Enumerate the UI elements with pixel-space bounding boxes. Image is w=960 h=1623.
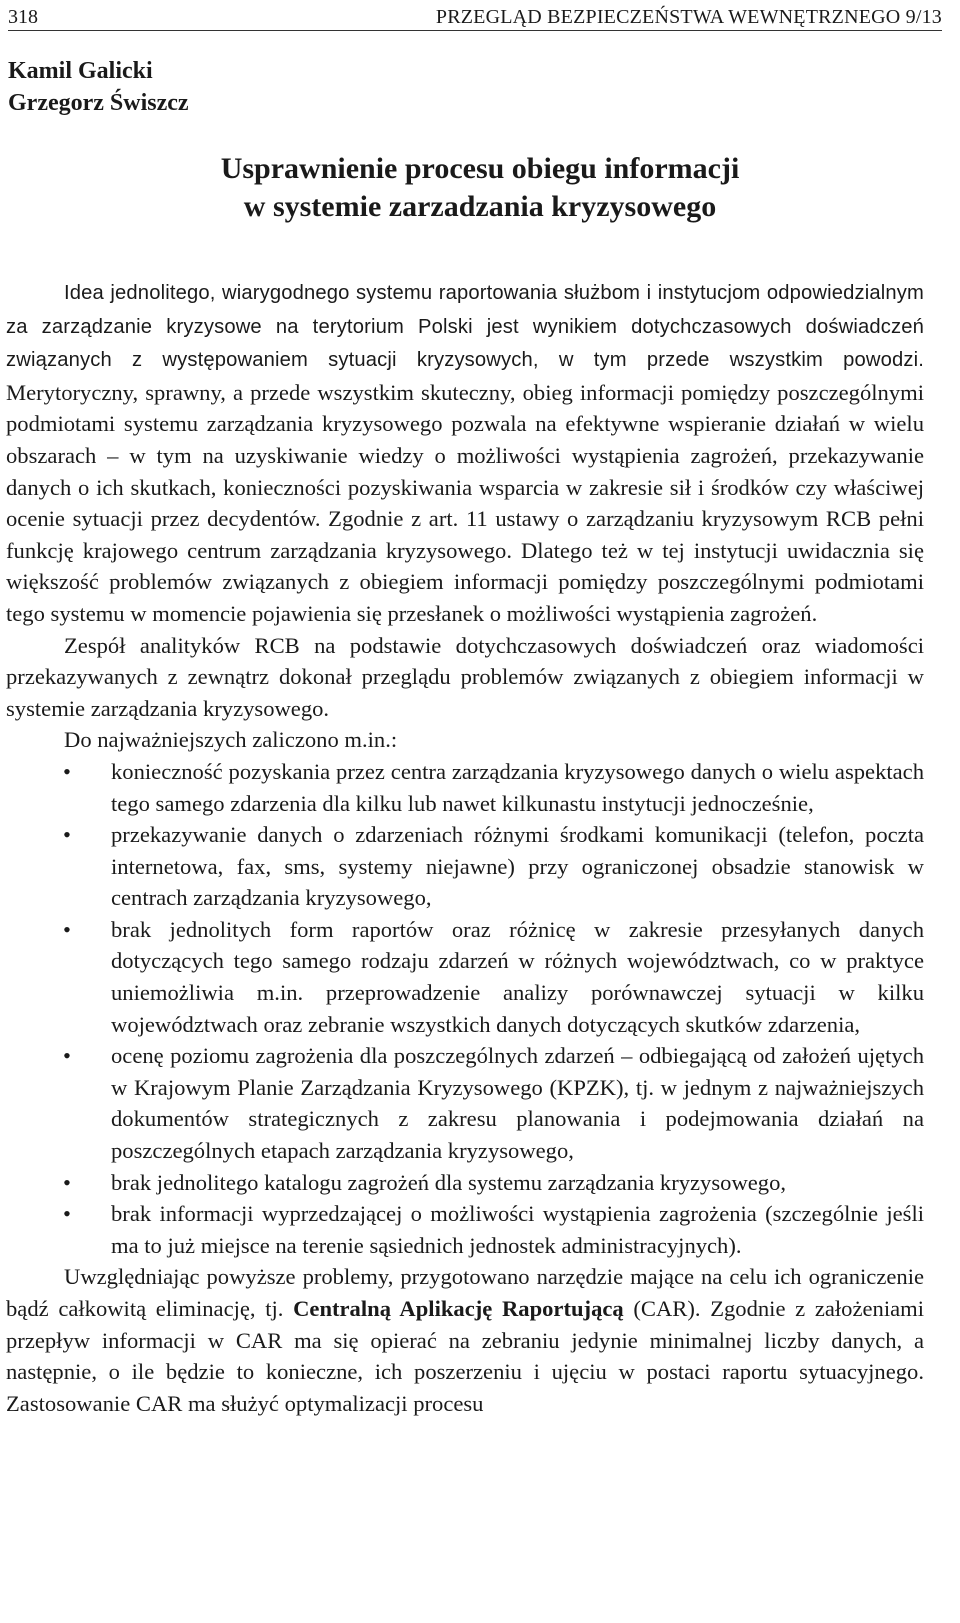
bullet-icon: •: [63, 1201, 71, 1227]
body-paragraph: Zespół analityków RCB na podstawie dotychczasowych doświadczeń oraz wiadomości przekazywanych z zewnątrz dokonał przeglądu problemów związanych z obiegiem informacji w systemie zarządzania kryzysowego.: [6, 632, 924, 721]
bullet-icon: •: [63, 822, 71, 848]
journal-title: PRZEGLĄD BEZPIECZEŃSTWA WEWNĘTRZNEGO 9/13: [435, 6, 942, 28]
list-item: [6, 1040, 924, 1166]
list-item-text: przekazywanie danych o zdarzeniach różnymi środkami komunikacji (telefon, poczta internetowa, fax, sms, systemy niejawne) przy ograniczonej obsadzie stanowisk w centrach zarządzania kryzysowego,: [111, 822, 924, 911]
problem-list: [6, 756, 924, 1262]
author-name: Kamil Galicki: [8, 58, 153, 84]
article-title-line: Usprawnienie procesu obiegu informacji: [220, 152, 740, 185]
list-item-text: ocenę poziomu zagrożenia dla poszczególnych zdarzeń – odbiegającą od założeń ujętych w Krajowym Planie Zarządzania Kryzysowego (KPZK), tj. w jednym z najważniejszych dokumentów strategicznych z zakresu planowania i podejmowania działań na poszczególnych etapach zarządzania kryzysowego,: [111, 1043, 924, 1164]
list-item: [6, 756, 924, 819]
body-paragraph: [6, 1261, 924, 1419]
list-item: [6, 914, 924, 1040]
bullet-icon: •: [63, 916, 71, 942]
bullet-icon: •: [63, 1043, 71, 1069]
body-paragraph: Do najważniejszych zaliczono m.in.:: [64, 727, 398, 753]
running-header: [8, 4, 942, 31]
page-number: 318: [8, 6, 38, 28]
paragraph-text: Uwzględniając powyższe problemy, przygotowano narzędzie mające na celu ich ograniczenie bądź całkowitą eliminację, tj.: [6, 1264, 924, 1321]
list-item-text: brak jednolitego katalogu zagrożeń dla systemu zarządzania kryzysowego,: [111, 1169, 787, 1195]
bullet-icon: •: [63, 758, 71, 784]
paragraph-text-sans: Idea jednolitego, wiarygodnego systemu raportowania służbom i instytucjom odpowiedzialnym za zarządzanie kryzysowe na terytorium Polski jest wynikiem dotychczasowych doświadczeń związanych z występowaniem sytuacji kryzysowych, w tym przede wszystkim powodzi.: [6, 282, 924, 372]
list-item-text: konieczność pozyskania przez centra zarządzania kryzysowego danych o wielu aspektach tego samego zdarzenia dla kilku lub nawet kilkunastu instytucji jednocześnie,: [111, 758, 924, 816]
article-title-line: w systemie zarzadzania kryzysowego: [243, 190, 717, 223]
body-paragraph: [6, 276, 924, 630]
list-item: [6, 1198, 924, 1261]
bullet-icon: •: [63, 1169, 71, 1195]
list-item-text: brak jednolitych form raportów oraz różnicę w zakresie przesyłanych danych dotyczących tego samego rodzaju zdarzeń w różnych województwach, co w praktyce uniemożliwia m.in. przeprowadzenie analizy porównawczej sytuacji w kilku województwach oraz zebranie wszystkich danych dotyczących skutków zdarzenia,: [111, 916, 924, 1037]
list-item: [6, 819, 924, 914]
article-title: [0, 150, 960, 226]
list-item-text: brak informacji wyprzedzającej o możliwości wystąpienia zagrożenia (szczególnie jeśli ma to już miejsce na terenie sąsiednich jednostek administracyjnych).: [111, 1201, 924, 1258]
paragraph-text: (CAR). Zgodnie z założeniami przepływ informacji w CAR ma się opierać na zebraniu jedynie minimalnej liczby danych, a następnie, o ile będzie to konieczne, ich poszerzeniu i ujęciu w postaci raportu sytuacyjnego. Zastosowanie CAR ma służyć optymalizacji procesu: [6, 1296, 924, 1416]
car-name-bold: Centralną Aplikację Raportującą: [293, 1296, 624, 1321]
paragraph-text: Merytoryczny, sprawny, a przede wszystkim skuteczny, obieg informacji pomiędzy poszczególnymi podmiotami systemu zarządzania kryzysowego pozwala na efektywne wspieranie działań w wielu obszarach – w tym na uzyskiwanie wiedzy o możliwości wystąpienia zagrożeń, przekazywanie danych o ich skutkach, konieczności pozyskiwania wsparcia w zakresie sił i środków czy właściwej ocenie sytuacji przez decydentów. Zgodnie z art. 11 ustawy o zarządzaniu kryzysowym RCB pełni funkcję krajowego centrum zarządzania kryzysowego. Dlatego też w tej instytucji uwidacznia się większość problemów związanych z obiegiem informacji pomiędzy poszczególnymi podmiotami tego systemu w momencie pojawienia się przesłanek o możliwości wystąpienia zagrożeń.: [6, 379, 924, 626]
list-item: [6, 1167, 924, 1199]
author-list: [8, 55, 189, 119]
article-body: [6, 276, 924, 1419]
author-name: Grzegorz Świszcz: [8, 90, 189, 116]
